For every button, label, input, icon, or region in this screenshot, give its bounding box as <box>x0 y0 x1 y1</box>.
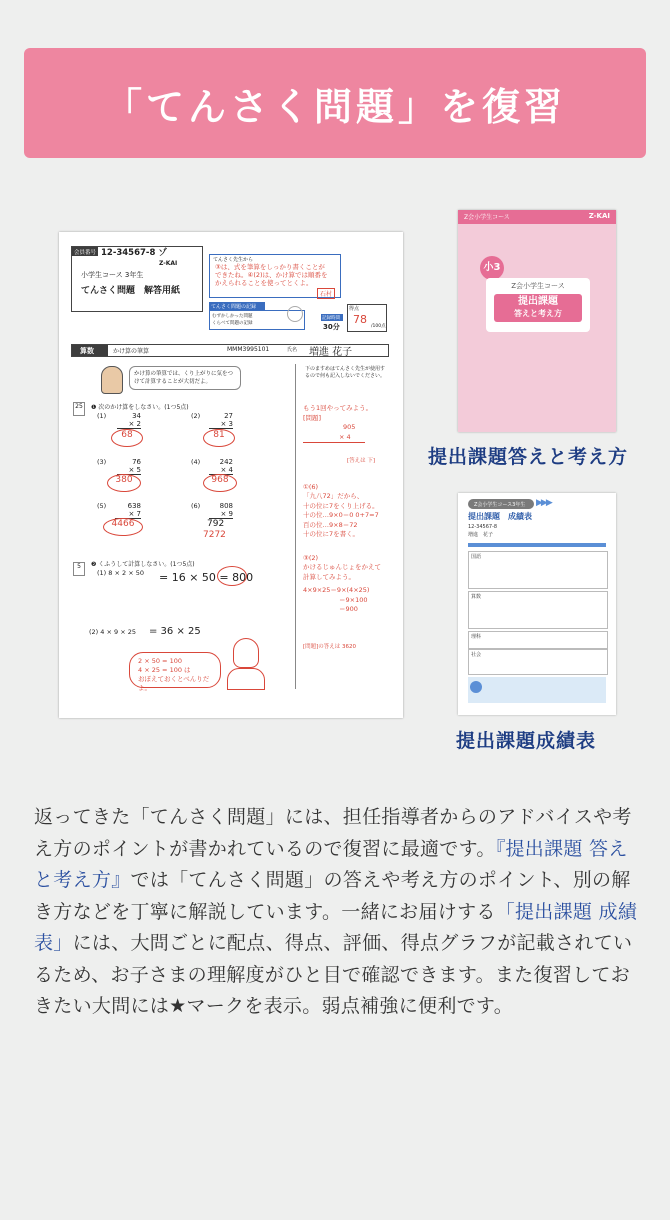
q1-answer: 380 <box>107 474 141 492</box>
q1-score: 25 <box>73 402 85 416</box>
q1-item: (4) <box>191 458 201 466</box>
time-value: 30分 <box>323 323 340 331</box>
red-commentary: もう1回やってみよう。 [問題] 905 × 4 [答えは 下] ①(6) 「九八72」だから、 十の位に7をくり上げる。 十の位…9×0＝0 0+7=7 百の位…9×8＝72 十の位に7を書く。 ③(2) かけるじゅんじょをかえて 計算してみよう。 4×9×25＝9×(4×25) ＝9×100 ＝900 [問題]の答えは 3620 <box>303 404 381 650</box>
score-value: 78 <box>353 313 367 326</box>
q2-1: (1) 8 × 2 × 50 <box>97 569 144 577</box>
eval-label: てんさく問題の記録 <box>209 302 265 310</box>
teacher-avatar <box>101 366 123 394</box>
name-value: 増進 花子 <box>309 347 353 358</box>
answer-circle <box>217 566 247 586</box>
q1-item: (5) <box>97 502 107 510</box>
q1-answer: 81 <box>203 429 235 447</box>
subject-row: 国語 <box>468 551 608 589</box>
thumb-card: Z会小学生コース 提出課題 答えと考え方 <box>486 278 590 332</box>
q1-item: (3) <box>97 458 107 466</box>
subject-row: 社会 <box>468 649 608 675</box>
right-note: 下のますめはてんさく先生が使用するので何も記入しないでください。 <box>305 366 386 379</box>
thumb-header: Z会小学生コース Z-KAI <box>458 210 616 224</box>
sheet-doc-title: てんさく問題 解答用紙 <box>81 286 181 296</box>
score-max: /100点 <box>371 324 386 329</box>
hint-bubble: かけ算の筆算では、くり上がりに気をつけて計算することが大切だよ。 <box>129 366 241 390</box>
subject-row: 理科 <box>468 631 608 649</box>
arrow-icon: ▶▶▶ <box>536 498 551 508</box>
student-name: 増進 花子 <box>468 532 494 538</box>
grade-report-link-text: 「提出課題 成績表」 <box>34 900 638 954</box>
q2-title: ❷ くふうして計算しなさい。(1つ5点) <box>91 561 195 568</box>
column-divider <box>295 364 296 689</box>
q1-item-work: 34 × 2 <box>117 412 141 429</box>
q1-item-work: 76 × 5 <box>117 458 141 475</box>
name-label: 氏名 <box>287 347 298 353</box>
answer-guide-thumbnail <box>458 210 616 432</box>
q1-answer: 968 <box>203 474 237 492</box>
answer-guide-caption: 提出課題答えと考え方 <box>428 446 629 468</box>
section-title: 「てんさく問題」を復習 <box>103 84 566 129</box>
q1-answer: 7272 <box>203 530 226 540</box>
q1-title: ❶ 次のかけ算をしなさい。(1つ5点) <box>91 404 189 411</box>
unit: かけ算の筆算 <box>113 348 150 355</box>
girl-illustration <box>233 638 259 668</box>
grade-report-thumbnail <box>458 493 616 715</box>
teacher-comment: ③は、式を筆算をしっかり書くことが できたね。④(2)は、かけ算では順番を かえられることを使ってとくよ。 <box>215 263 328 287</box>
notes-box <box>468 677 606 703</box>
time-label: 記録時間 <box>321 314 343 321</box>
girl-body-illustration <box>227 668 265 690</box>
score-label: 得点 <box>349 306 360 312</box>
thumb-logo: Z-KAI <box>588 212 610 220</box>
section-banner <box>24 48 646 158</box>
member-no: 12-34567-8 ゾ <box>101 248 167 258</box>
q1-item: (2) <box>191 412 201 420</box>
table-header-bar <box>468 543 606 547</box>
student-no: 12-34567-8 <box>468 524 498 530</box>
q1-item-work: 27 × 3 <box>209 412 233 429</box>
q2-2-answer: = 36 × 25 <box>149 626 201 637</box>
q1-item: (1) <box>97 412 107 420</box>
q2-1-answer: = 16 × 50 = 800 <box>159 571 254 584</box>
sheet-logo: Z-KAI <box>159 260 178 267</box>
q1-answer: 68 <box>111 429 143 447</box>
q1-item-work: 808 × 9 <box>209 502 233 519</box>
grade-badge: 小3 <box>480 256 504 280</box>
q2-2: (2) 4 × 9 × 25 <box>89 628 136 636</box>
q1-item-work: 638 × 7 <box>115 502 141 519</box>
info-icon <box>470 681 482 693</box>
grade-report-caption: 提出課題成績表 <box>456 730 597 752</box>
description-paragraph: 返ってきた「てんさく問題」には、担任指導者からのアドバイスや考え方のポイントが書かれているので復習に最適です。『提出課題 答えと考え方』では「てんさく問題」の答えや考え方のポイント、別の解き方などを丁寧に解説しています。一緒にお届けする「提出課題 成績表」には、大問ごとに配点、得点、評価、得点グラフが記載されているため、お子さまの理解度がひと目で確認できます。また復習しておきたい大問には★マークを表示。弱点補強に便利です。 <box>34 806 638 1017</box>
q1-item-work: 242 × 4 <box>209 458 233 475</box>
hint-bubble-red: 2 × 50 = 100 4 × 25 = 100 は おぼえておくとべんりだよ。 <box>129 652 221 688</box>
q2-score: 5 <box>73 562 85 576</box>
q1-answer: 4466 <box>103 518 143 536</box>
teacher-label: てんさく先生から <box>213 257 254 263</box>
subject: 算数 <box>72 345 108 356</box>
teacher-sign: 石村 <box>317 288 335 299</box>
code: MMM3995101 <box>227 346 270 353</box>
eval-box: むずかしかった問題 くらべて問題の記録 <box>209 310 305 330</box>
thumb2-title: 提出課題 成績表 <box>468 512 532 521</box>
sheet-course: 小学生コース 3年生 <box>81 271 144 279</box>
q1-work: 792 <box>207 519 225 529</box>
answer-sheet-image <box>59 232 403 718</box>
answer-guide-link-text: 『提出課題 答えと考え方』 <box>34 837 628 891</box>
subject-row: 算数 <box>468 591 608 629</box>
smile-face-icon <box>287 306 303 322</box>
thumb2-header: Z会小学生コース3年生 <box>468 499 534 509</box>
q1-item: (6) <box>191 502 201 510</box>
member-no-label: 会員番号 <box>72 247 98 256</box>
